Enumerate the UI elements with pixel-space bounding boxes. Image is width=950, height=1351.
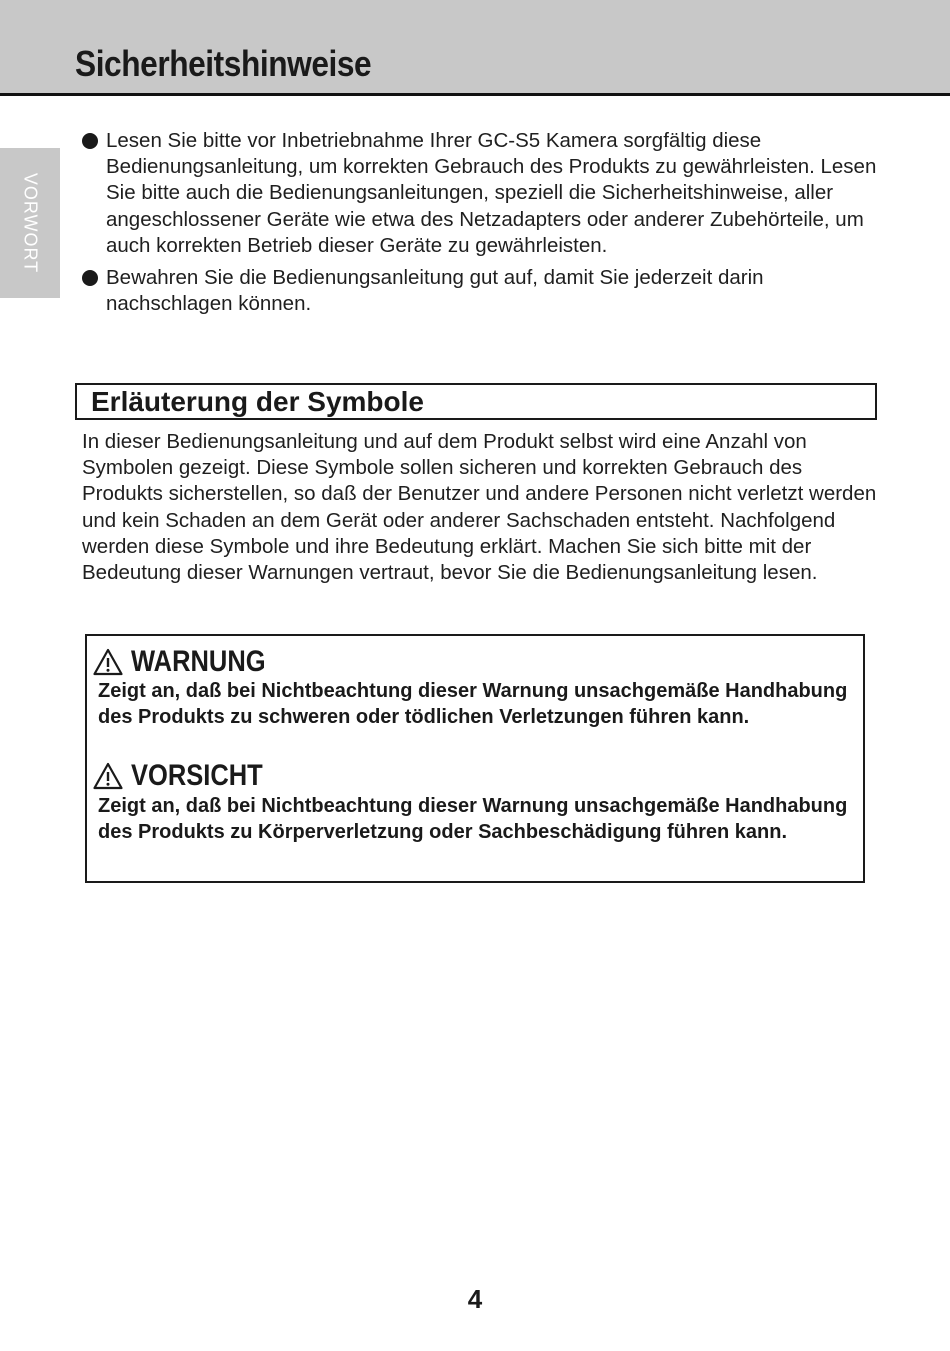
warning-box (85, 634, 865, 883)
warning-triangle-icon (93, 648, 123, 676)
side-tab-label: VORWORT (20, 172, 41, 274)
caution-heading (93, 760, 286, 792)
page-title: Sicherheitshinweise (75, 43, 372, 84)
bullet-icon (82, 270, 98, 286)
page-number: 4 (467, 1284, 483, 1314)
page-header (0, 0, 950, 96)
section-heading-box (75, 383, 877, 420)
warning-title: WARNUNG (131, 645, 266, 678)
warning-text: Zeigt an, daß bei Nichtbeachtung dieser Warnung unsachgemäße Handhabung des Produkts zu schweren oder tödlichen Verletzungen führen kann. (98, 680, 848, 729)
section-heading: Erläuterung der Symbole (91, 386, 424, 417)
section-paragraph: In dieser Bedienungsanleitung und auf dem Produkt selbst wird eine Anzahl von Symbolen gezeigt. Diese Symbole sollen sicheren und korrekten Gebrauch des Produkts sicherstellen, so daß der Benutzer und andere Personen nicht verletzt werden und kein Schaden an dem Gerät oder anderer Sachschaden entsteht. Nachfolgend werden diese Symbole und ihre Bedeutung erklärt. Machen Sie sich bitte mit der Bedeutung dieser Warnungen vertraut, bevor Sie die Bedienungsanleitung lesen. (82, 430, 877, 585)
bullet-list (80, 128, 880, 323)
bullet-text: Lesen Sie bitte vor Inbetriebnahme Ihrer GC-S5 Kamera sorgfältig diese Bedienungsanleitung, um korrekten Gebrauch des Produkts zu gewährleisten. Lesen Sie bitte auch die Bedienungsanleitungen, speziell die Sicherheitshinweise, aller angeschlossener Geräte wie etwa des Netzadapters oder anderer Zubehörteile, um auch korrekten Betrieb dieser Geräte zu gewährleisten. (106, 129, 877, 257)
side-tab (0, 148, 60, 298)
caution-text: Zeigt an, daß bei Nichtbeachtung dieser Warnung unsachgemäße Handhabung des Produkts zu Körperverletzung oder Sachbeschädigung führen kann. (98, 795, 848, 844)
list-item (80, 265, 880, 317)
bullet-icon (82, 133, 98, 149)
caution-title: VORSICHT (131, 759, 263, 792)
warning-triangle-icon (93, 762, 123, 790)
list-item (80, 128, 880, 259)
warning-heading (93, 646, 289, 678)
bullet-text: Bewahren Sie die Bedienungsanleitung gut auf, damit Sie jederzeit darin nachschlagen können. (106, 266, 764, 316)
